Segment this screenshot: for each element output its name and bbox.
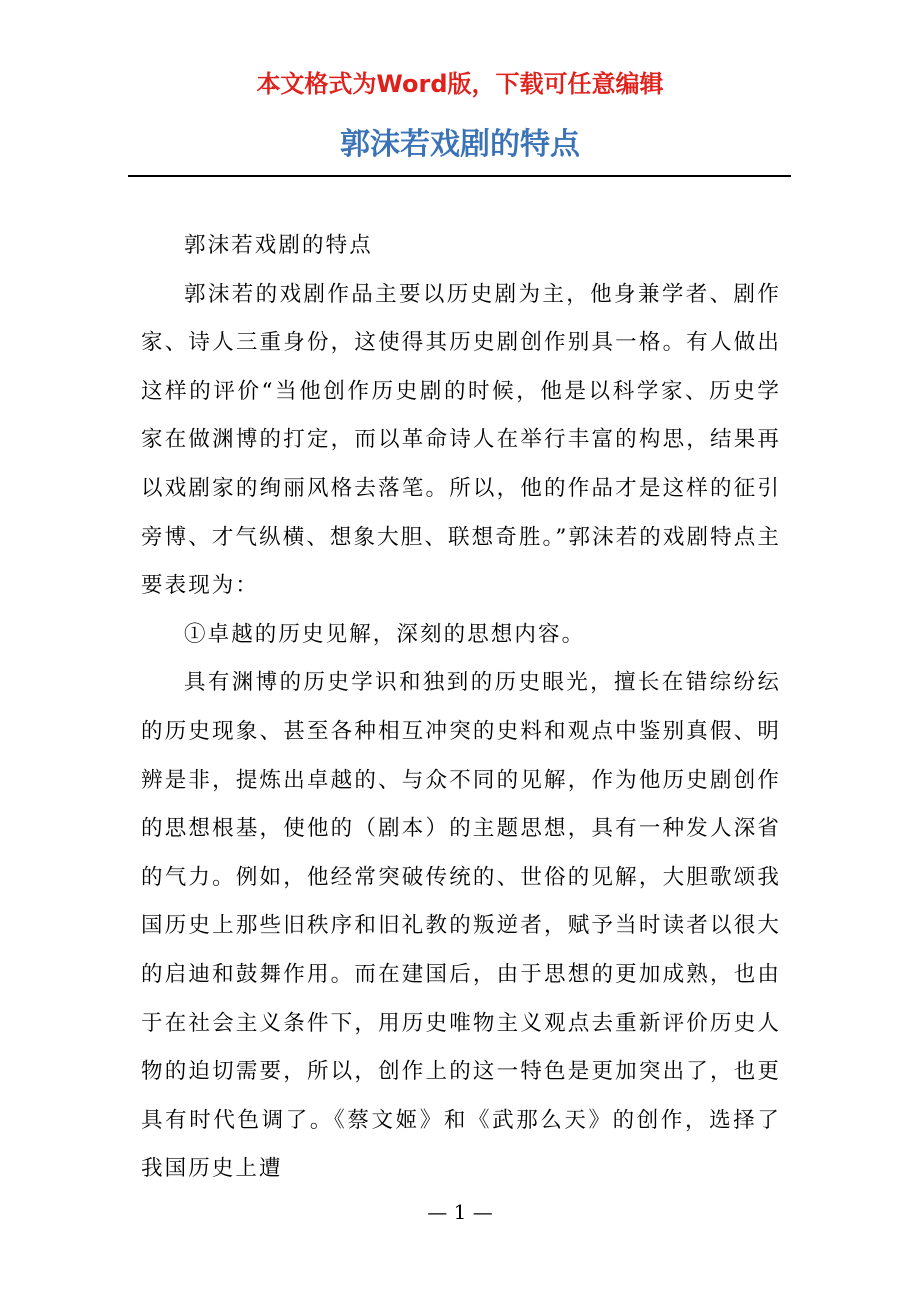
body-paragraph-point: ①卓越的历史见解，深刻的思想内容。 [184,621,586,647]
document-body [141,222,781,1194]
header-divider [128,175,791,177]
body-paragraph: 郭沫若的戏剧作品主要以历史剧为主，他身兼学者、剧作家、诗人三重身份，这使得其历史剧创作别具一格。有人做出这样的评价“当他创作历史剧的时候，他是以科学家、历史学家在做渊博的打定，而以革命诗人在举行丰富的构思，结果再以戏剧家的绚丽风格去落笔。所以，他的作品才是这样的征引旁博、才气纵横、想象大胆、联想奇胜。”郭沫若的戏剧特点主要表现为： [141,281,781,599]
format-notice-banner: 本文格式为Word版，下载可任意编辑 [256,70,664,98]
page-number: — 1 — [427,1200,493,1224]
document-title: 郭沫若戏剧的特点 [340,127,580,162]
body-paragraph-heading: 郭沫若戏剧的特点 [184,233,373,258]
body-paragraph: 具有渊博的历史学识和独到的历史眼光，擅长在错综纷纭的历史现象、甚至各种相互冲突的史料和观点中鉴别真假、明辨是非，提炼出卓越的、与众不同的见解，作为他历史剧创作的思想根基，使他的（剧本）的主题思想，具有一种发人深省的气力。例如，他经常突破传统的、世俗的见解，大胆歌颂我国历史上那些旧秩序和旧礼教的叛逆者，赋予当时读者以很大的启迪和鼓舞作用。而在建国后，由于思想的更加成熟，也由于在社会主义条件下，用历史唯物主义观点去重新评价历史人物的迫切需要，所以，创作上的这一特色是更加突出了，也更具有时代色调了。《蔡文姬》和《武那么天》的创作，选择了我国历史上遭 [141,670,781,1182]
